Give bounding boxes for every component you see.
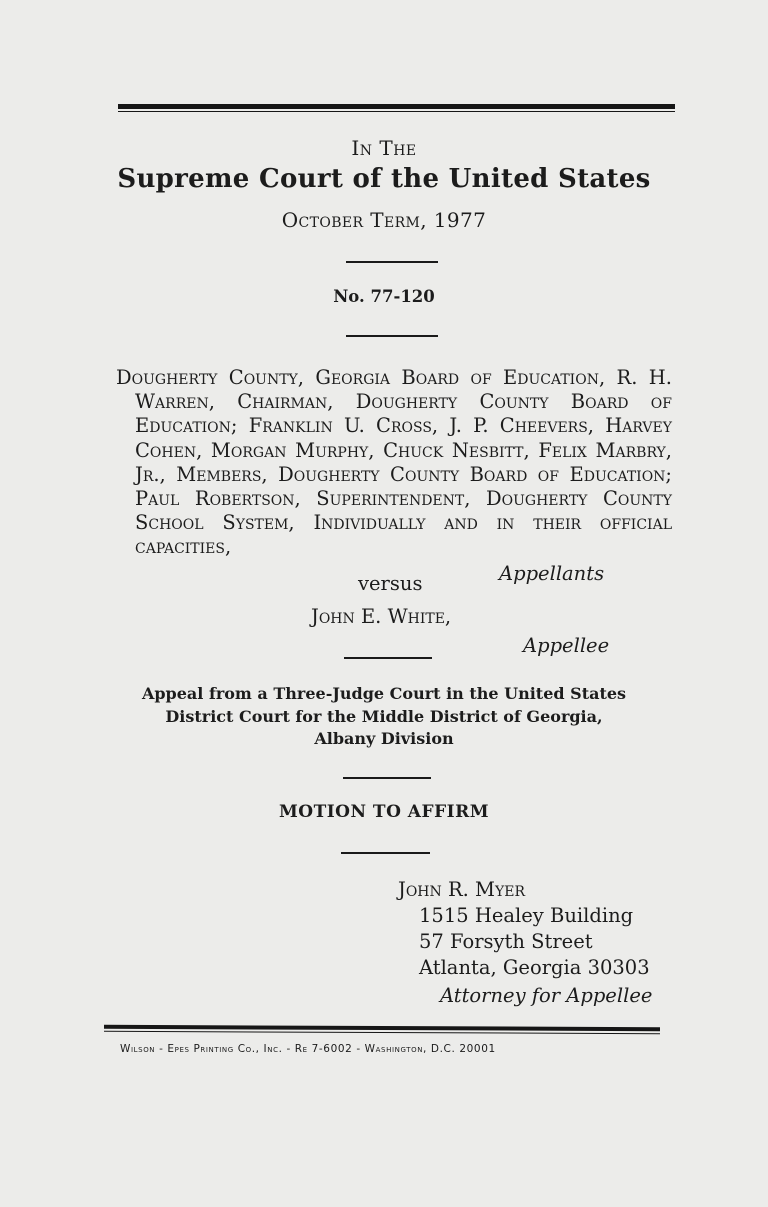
attorney-role: Attorney for Appellee <box>440 984 653 1007</box>
divider <box>344 657 432 659</box>
attorney-name: John R. Myer <box>398 878 526 901</box>
bottom-rule <box>104 1025 660 1034</box>
appellee-label: Appellee <box>523 634 610 657</box>
in-the-heading: In The <box>351 136 417 160</box>
divider <box>341 852 430 854</box>
attorney-address-2: 57 Forsyth Street <box>419 930 593 953</box>
court-name: Supreme Court of the United States <box>117 164 651 194</box>
divider <box>346 261 438 263</box>
appeal-line-3: Albany Division <box>314 729 454 748</box>
appeal-line-1: Appeal from a Three-Judge Court in the United States <box>141 684 627 703</box>
attorney-address-1: 1515 Healey Building <box>419 904 634 927</box>
versus-text: versus <box>358 572 423 595</box>
document-title: MOTION TO AFFIRM <box>278 802 490 822</box>
appeal-block <box>0 683 768 751</box>
appellants-list: Dougherty County, Georgia Board of Education, R. H. Warren, Chairman, Dougherty County Board of Education; Franklin U. Cross, J. P. Cheevers, Harvey Cohen, Morgan Murphy, Chuck Nesbitt, Felix Marbry, Jr., Members, Dougherty County Board of Education; Paul Robertson, Superintendent, Dougherty County School System, Individually and in their official capacities, <box>116 366 672 559</box>
divider <box>343 777 431 779</box>
divider <box>346 335 438 337</box>
appeal-line-2: District Court for the Middle District of Georgia, <box>165 706 603 726</box>
case-number: No. 77-120 <box>333 287 435 306</box>
printer-credit: Wilson - Epes Printing Co., Inc. - Re 7-6002 - Washington, D.C. 20001 <box>120 1043 496 1055</box>
appellee-name: John E. White, <box>311 605 452 628</box>
appellants-label: Appellants <box>499 562 605 585</box>
attorney-address-3: Atlanta, Georgia 30303 <box>419 956 650 979</box>
term-heading: October Term, 1977 <box>281 208 487 232</box>
top-rule <box>118 104 675 112</box>
